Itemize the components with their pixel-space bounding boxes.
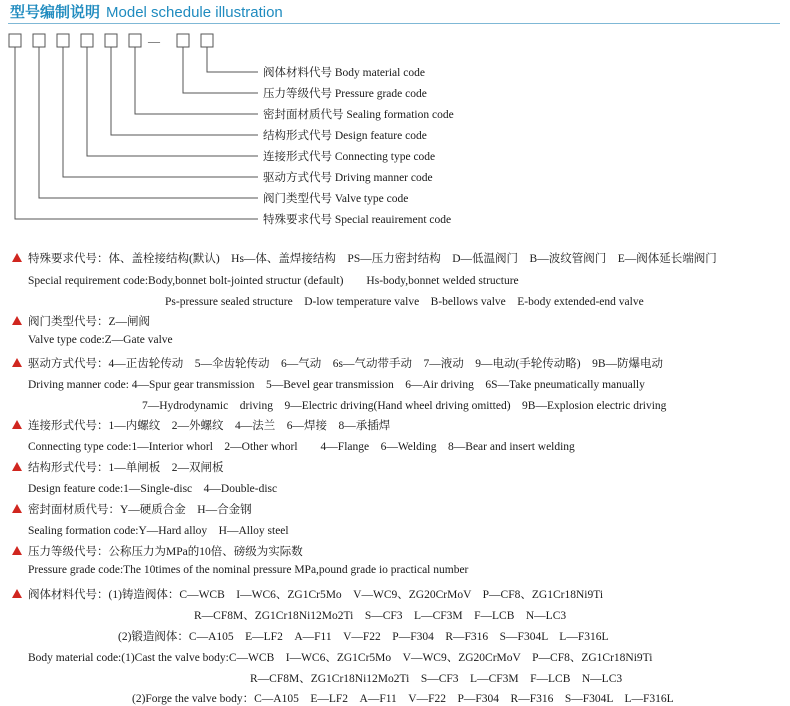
code-box-6	[129, 34, 141, 47]
connector-line-1	[207, 47, 258, 72]
bullet-triangle-icon	[12, 504, 22, 513]
code-box-5	[105, 34, 117, 47]
seal-cn: 密封面材质代号：Y—硬质合金 H—合金钢	[28, 504, 252, 516]
material-cn-1: 阀体材料代号：(1)铸造阀体：C—WCB I—WC6、ZG1Cr5Mo V—WC9、ZG20CrMoV P—CF8、ZG1Cr18Ni9Ti	[28, 589, 604, 601]
connector-line-8	[15, 47, 258, 219]
code-label-special: 特殊要求代号 Special reauirement code	[263, 214, 452, 226]
bullet-triangle-icon	[12, 589, 22, 598]
pressure-en: Pressure grade code:The 10times of the nominal pressure MPa,pound grade io practical number	[28, 564, 469, 576]
code-label-design: 结构形式代号 Design feature code	[263, 130, 427, 142]
code-box-1	[9, 34, 21, 47]
code-label-valve-type: 阀门类型代号 Valve type code	[263, 193, 409, 205]
code-label-body-material: 阀体材料代号 Body material code	[263, 67, 425, 79]
connector-line-6	[63, 47, 258, 177]
bullet-triangle-icon	[12, 358, 22, 367]
title-cn: 型号编制说明	[10, 4, 101, 21]
code-label-driving: 驱动方式代号 Driving manner code	[263, 172, 433, 184]
special-en-2: Ps-pressure sealed structure D-low temperature valve B-bellows valve E-body extended-end valve	[165, 296, 644, 308]
material-cn-2: R—CF8M、ZG1Cr18Ni12Mo2Ti S—CF3 L—CF3M F—LCB N—LC3	[194, 610, 567, 622]
drive-cn: 驱动方式代号：4—正齿轮传动 5—伞齿轮传动 6—气动 6s—气动带手动 7—液动 9—电动(手轮传动略) 9B—防爆电动	[28, 358, 664, 370]
connect-en: Connecting type code:1—Interior whorl 2—Other whorl 4—Flange 6—Welding 8—Bear and insert welding	[28, 441, 575, 453]
code-label-pressure-grade: 压力等级代号 Pressure grade code	[263, 88, 427, 100]
code-box-8	[201, 34, 213, 47]
bullet-triangle-icon	[12, 316, 22, 325]
material-en-2: R—CF8M、ZG1Cr18Ni12Mo2Ti S—CF3 L—CF3M F—LCB N—LC3	[250, 673, 623, 685]
title-en: Model schedule illustration	[106, 4, 283, 21]
pressure-cn: 压力等级代号：公称压力为MPa的10倍、磅级为实际数	[28, 546, 303, 558]
material-en-1: Body material code:(1)Cast the valve body:C—WCB I—WC6、ZG1Cr5Mo V—WC9、ZG20CrMoV P—CF8、ZG1Cr18Ni9Ti	[28, 652, 653, 664]
code-label-connecting: 连接形式代号 Connecting type code	[263, 151, 436, 163]
special-en-1: Special requirement code:Body,bonnet bolt-jointed structur (default) Hs-body,bonnet welded structure	[28, 275, 519, 287]
bullet-triangle-icon	[12, 546, 22, 555]
drive-en-2: 7—Hydrodynamic driving 9—Electric driving(Hand wheel driving omitted) 9B—Explosion electric driving	[142, 400, 667, 412]
material-cn-3: (2)锻造阀体：C—A105 E—LF2 A—F11 V—F22 P—F304 R—F316 S—F304L L—F316L	[118, 631, 609, 643]
design-en: Design feature code:1—Single-disc 4—Double-disc	[28, 483, 278, 495]
bullet-triangle-icon	[12, 253, 22, 262]
seal-en: Sealing formation code:Y—Hard alloy H—Alloy steel	[28, 525, 289, 537]
connector-line-7	[39, 47, 258, 198]
design-cn: 结构形式代号：1—单闸板 2—双闸板	[28, 462, 224, 474]
connector-line-3	[135, 47, 258, 114]
code-separator: —	[148, 34, 160, 48]
connector-line-4	[111, 47, 258, 135]
code-box-2	[33, 34, 45, 47]
bullet-triangle-icon	[12, 420, 22, 429]
special-cn: 特殊要求代号：体、盖栓接结构(默认) Hs—体、盖焊接结构 PS—压力密封结构 D—低温阀门 B—波纹管阀门 E—阀体延长端阀门	[28, 253, 717, 265]
connector-line-2	[183, 47, 258, 93]
material-en-3: (2)Forge the valve body：C—A105 E—LF2 A—F11 V—F22 P—F304 R—F316 S—F304L L—F316L	[132, 693, 674, 705]
code-box-3	[57, 34, 69, 47]
valve-en: Valve type code:Z—Gate valve	[28, 334, 173, 346]
drive-en-1: Driving manner code: 4—Spur gear transmission 5—Bevel gear transmission 6—Air driving 6S—Take pneumatically manually	[28, 379, 645, 391]
connect-cn: 连接形式代号：1—内螺纹 2—外螺纹 4—法兰 6—焊接 8—承插焊	[28, 420, 391, 432]
valve-cn: 阀门类型代号：Z—闸阀	[28, 316, 151, 328]
code-box-4	[81, 34, 93, 47]
code-box-7	[177, 34, 189, 47]
bullet-triangle-icon	[12, 462, 22, 471]
code-label-sealing: 密封面材质代号 Sealing formation code	[263, 109, 454, 121]
connector-line-5	[87, 47, 258, 156]
